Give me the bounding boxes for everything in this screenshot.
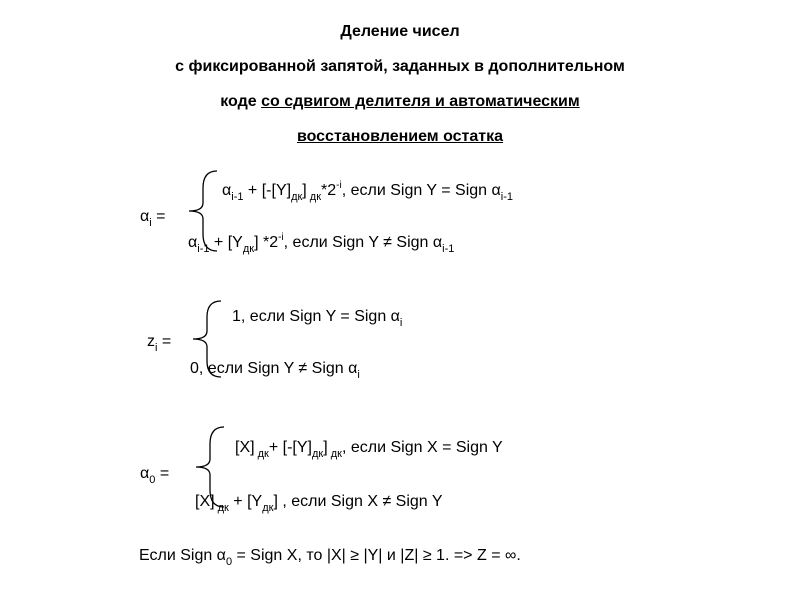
alpha-i-case-2: $\alpha_{i-1} + [Y_{дк}]$ $*2^{-i}$, если Sign Y ≠ Sign $\alpha_{i-1}$ [188,232,455,255]
title-line-2: с фиксированной запятой, заданных в дополнительном [175,58,625,75]
conclusion-line: Если Sign $\alpha_0$ = Sign X, то |X| ≥ |Y| и |Z| ≥ 1. => Z = ∞. [139,547,521,568]
z-i-case-2: 0, если Sign Y ≠ Sign $\alpha_i$ [190,360,360,381]
z-i-lhs: $z_i$ = [147,333,172,354]
alpha-0-lhs: $\alpha_0$ = [140,465,170,486]
title-line-3-underlined: со сдвигом делителя и автоматическим [261,93,580,110]
alpha-0-case-2: [X] $_{дк} + [Y_{дк}]$ , если Sign X ≠ Sign Y [195,493,443,514]
z-i-case-1: 1, если Sign Y = Sign $\alpha_i$ [232,308,403,329]
title-line-1: Деление чисел [340,23,460,40]
title-line-4-underlined: восстановлением остатка [296,128,504,145]
title-line-3-plain: коде [220,93,262,110]
alpha-i-case-1: $\alpha_{i-1} + [-[Y]_{дк}]$ $_{дк}*2^{-i}$, если Sign Y = Sign $\alpha_{i-1}$ [222,180,513,203]
title-line-3 [0,92,800,112]
alpha-i-lhs: $\alpha_i$ = [140,208,166,229]
title-line-4 [0,127,800,147]
alpha-0-case-1: [X] $_{дк}+ [-[Y]_{дк}]$ $_{дк}$, если Sign X = Sign Y [235,439,503,460]
